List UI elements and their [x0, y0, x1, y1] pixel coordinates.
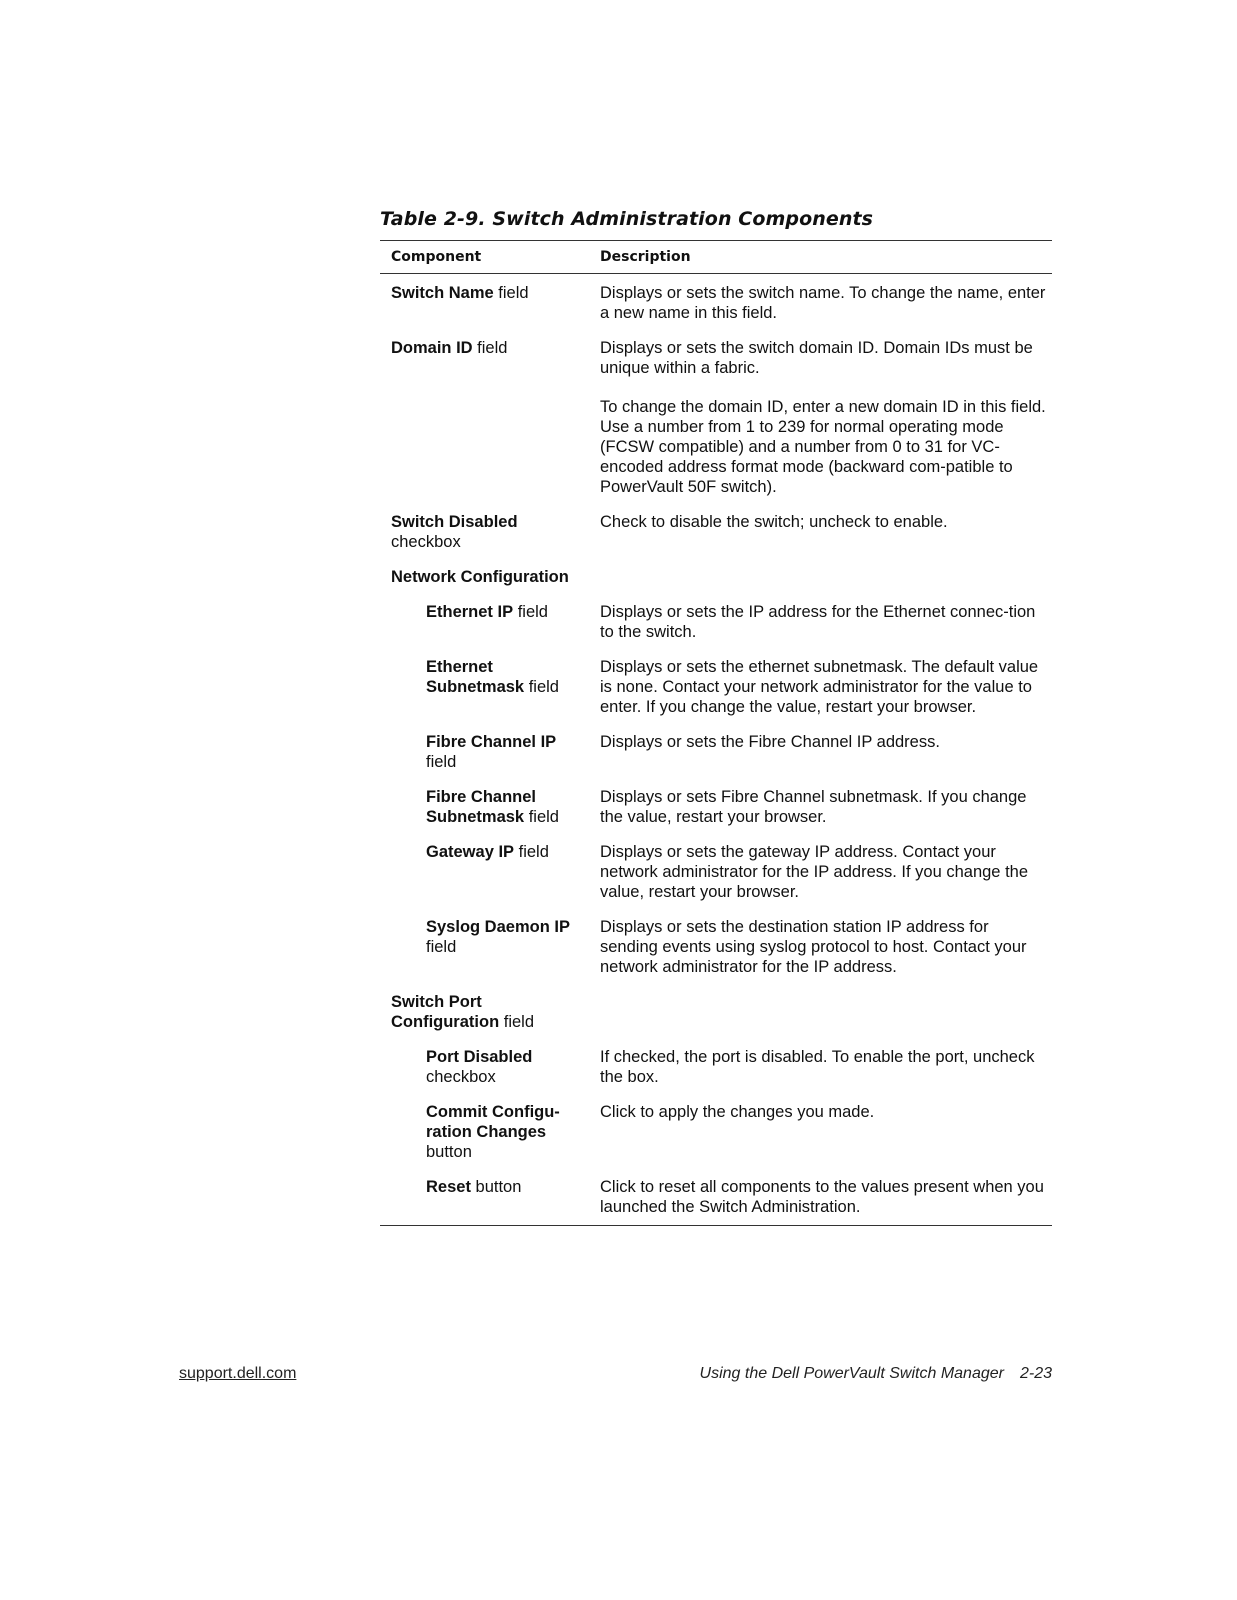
- table-body: [380, 274, 1052, 1225]
- component-name: Switch Port Configuration: [391, 993, 500, 1031]
- component-name: Ethernet Subnetmask: [426, 658, 525, 696]
- table-row: [380, 1177, 1052, 1217]
- component-type: checkbox: [426, 1068, 496, 1086]
- description-cell: [590, 567, 1052, 587]
- description-text: Displays or sets the destination station IP address for sending events using syslog protocol to host. Contact your network administrator for the IP address.: [600, 918, 1027, 976]
- support-link[interactable]: support.dell.com: [179, 1365, 297, 1382]
- components-table: [380, 240, 1052, 1226]
- description-cell: [590, 1177, 1052, 1217]
- table-row: [380, 732, 1052, 772]
- component-type: field: [472, 339, 508, 357]
- component-name: Switch Name: [391, 284, 494, 302]
- description-cell: [590, 657, 1052, 717]
- table-row: [380, 917, 1052, 977]
- component-name: Port Disabled: [426, 1048, 533, 1066]
- component-type: field: [513, 603, 548, 621]
- component-type: field: [499, 1013, 535, 1031]
- component-cell: [380, 602, 590, 642]
- bottom-rule: [380, 1225, 1052, 1226]
- component-cell: [380, 338, 590, 497]
- description-text: To change the domain ID, enter a new domain ID in this field. Use a number from 1 to 239 for normal operating mode (FCSW compatible) and a number from 0 to 31 for VC-encoded address format mode (backward com-patible to PowerVault 50F switch).: [600, 398, 1046, 496]
- component-name: Network Configuration: [391, 568, 569, 586]
- component-name: Switch Disabled: [391, 513, 518, 531]
- component-name: Commit Configu-ration Changes: [426, 1103, 560, 1141]
- component-type: field: [524, 808, 559, 826]
- component-type: field: [514, 843, 549, 861]
- component-cell: [380, 512, 590, 552]
- component-cell: [380, 992, 590, 1032]
- component-cell: [380, 567, 590, 587]
- component-cell: [380, 732, 590, 772]
- description-cell: [590, 602, 1052, 642]
- description-cell: [590, 1102, 1052, 1162]
- description-text: Displays or sets the switch domain ID. Domain IDs must be unique within a fabric.: [600, 339, 1033, 377]
- description-text: Displays or sets the ethernet subnetmask. The default value is none. Contact your network administrator for the value to enter. If you change the value, restart your browser.: [600, 658, 1039, 716]
- component-name: Domain ID: [391, 339, 473, 357]
- description-cell: [590, 283, 1052, 323]
- component-name: Gateway IP: [426, 843, 515, 861]
- page-footer: [700, 1365, 1052, 1383]
- component-type: button: [426, 1143, 472, 1161]
- description-text: Click to reset all components to the values present when you launched the Switch Administration.: [600, 1178, 1044, 1216]
- table-row: [380, 657, 1052, 717]
- table-row: [380, 1047, 1052, 1087]
- description-cell: [590, 992, 1052, 1032]
- description-cell: [590, 338, 1052, 497]
- table-row: [380, 1102, 1052, 1162]
- table-row: [380, 842, 1052, 902]
- component-type: field: [524, 678, 559, 696]
- description-text: Displays or sets the switch name. To change the name, enter a new name in this field.: [600, 284, 1046, 322]
- description-cell: [590, 1047, 1052, 1087]
- component-type: field: [426, 753, 457, 771]
- page-number: 2-23: [1019, 1365, 1052, 1382]
- table-row: [380, 512, 1052, 552]
- component-cell: [380, 657, 590, 717]
- table-row: [380, 602, 1052, 642]
- table-row: [380, 567, 1052, 587]
- component-type: button: [470, 1178, 522, 1196]
- component-cell: [380, 842, 590, 902]
- footer-chapter-title: Using the Dell PowerVault Switch Manager: [699, 1365, 1004, 1382]
- component-name: Fibre Channel IP: [426, 733, 557, 751]
- component-cell: [380, 917, 590, 977]
- description-text: Click to apply the changes you made.: [600, 1103, 875, 1121]
- component-type: field: [493, 284, 529, 302]
- table-row: [380, 283, 1052, 323]
- component-name: Reset: [426, 1178, 471, 1196]
- description-text: Check to disable the switch; uncheck to enable.: [600, 513, 948, 531]
- description-text: Displays or sets the Fibre Channel IP address.: [600, 733, 940, 751]
- description-text: Displays or sets Fibre Channel subnetmask. If you change the value, restart your browser.: [600, 788, 1027, 826]
- header-component: Component: [391, 249, 482, 265]
- table-row: [380, 338, 1052, 497]
- component-cell: [380, 1177, 590, 1217]
- table-row: [380, 787, 1052, 827]
- description-cell: [590, 512, 1052, 552]
- component-name: Syslog Daemon IP: [426, 918, 570, 936]
- table-row: [380, 992, 1052, 1032]
- component-cell: [380, 1047, 590, 1087]
- component-name: Fibre Channel Subnetmask: [426, 788, 537, 826]
- description-cell: [590, 732, 1052, 772]
- description-cell: [590, 787, 1052, 827]
- component-cell: [380, 1102, 590, 1162]
- description-cell: [590, 842, 1052, 902]
- component-cell: [380, 283, 590, 323]
- component-type: field: [426, 938, 457, 956]
- component-cell: [380, 787, 590, 827]
- table-header-row: [380, 241, 1052, 274]
- component-name: Ethernet IP: [426, 603, 514, 621]
- component-type: checkbox: [391, 533, 461, 551]
- description-text: If checked, the port is disabled. To enable the port, uncheck the box.: [600, 1048, 1035, 1086]
- table-title: Table 2-9. Switch Administration Components: [380, 208, 874, 230]
- description-text: Displays or sets the gateway IP address. Contact your network administrator for the IP address. If you change the value, restart your browser.: [600, 843, 1029, 901]
- description-cell: [590, 917, 1052, 977]
- description-text: Displays or sets the IP address for the Ethernet connec-tion to the switch.: [600, 603, 1036, 641]
- header-description: Description: [600, 249, 691, 265]
